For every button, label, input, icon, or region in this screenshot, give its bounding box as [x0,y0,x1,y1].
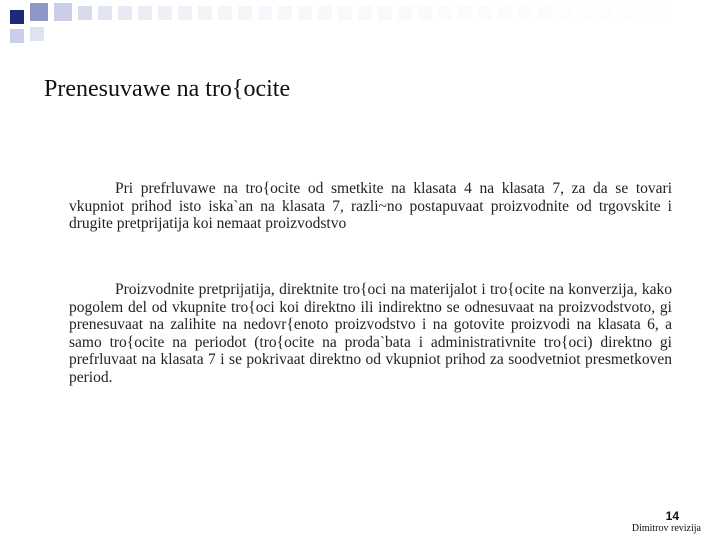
decor-square [10,10,24,24]
decor-square [118,6,132,20]
decor-square [318,6,332,20]
decor-square [10,29,24,43]
decor-square [54,3,72,21]
decor-square [278,6,292,20]
decor-square [418,6,432,20]
decor-square [138,6,152,20]
decor-square [578,6,592,20]
decor-square [30,3,48,21]
decor-square [358,6,372,20]
page-number: 14 [665,509,679,523]
slide-title: Prenesuvawe na tro{ocite [44,76,291,102]
decor-square [378,6,392,20]
decor-square [538,6,552,20]
decor-square [638,6,652,20]
paragraph-1: Pri prefrluvawe na tro{ocite od smetkite na klasata 4 na klasata 7, za da se tovari vkupniot prihod isto iska`an na klasata 7, razli~no postapuvaat proizvodnite od trgovskite i drugite pretprijatija koi nemaat proizvodstvo [69,180,672,232]
paragraph-2: Proizvodnite pretprijatija, direktnite tro{oci na materijalot i tro{ocite na konverzija, kako pogolem del od vkupnite tro{oci koi direktno ili indirektno se odnesuvaat na proizvodstvoto, gi prenesuvaat na zalihite na nedovr{enoto proizvodstvo i na gotovite proizvodi na klasata 6, a samo tro{ocite na periodot (tro{ocite na proda`bata i administrativnite tro{oci) direktno gi prefrluvaat na klasata 7 i se pokrivaat direktno od vkupniot prihod za soodvetniot presmetkoven period. [69,281,672,386]
decor-square [258,6,272,20]
decor-square [618,6,632,20]
decor-square [458,6,472,20]
decor-square [218,6,232,20]
decor-square [298,6,312,20]
decor-square [518,6,532,20]
decor-square [178,6,192,20]
decor-square [238,6,252,20]
decor-square [30,27,44,41]
decorative-squares-header [0,0,720,50]
decor-square [598,6,612,20]
footer-label: Dimitrov revizija [631,523,701,534]
decor-square [98,6,112,20]
decor-square [198,6,212,20]
decor-square [558,6,572,20]
decor-square [398,6,412,20]
decor-square [338,6,352,20]
decor-square [498,6,512,20]
decor-square [438,6,452,20]
decor-square [658,6,672,20]
decor-square [78,6,92,20]
decor-square [478,6,492,20]
decor-square [158,6,172,20]
